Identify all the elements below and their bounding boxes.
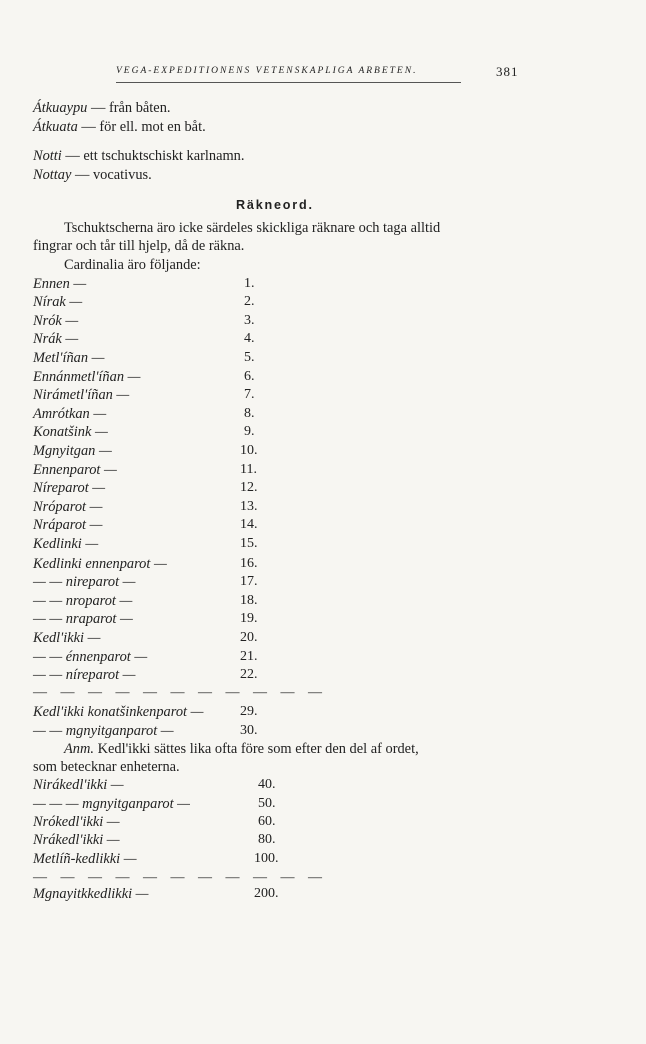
numeral-value: 18. — [240, 593, 258, 608]
numeral-value: 12. — [240, 480, 258, 495]
glossary-word: Notti — [33, 148, 62, 164]
section-title: Räkneord. — [236, 198, 314, 212]
numeral-word: — — énnenparot — — [33, 649, 148, 665]
numeral-word: Nrók — — [33, 313, 79, 329]
dash-separator: — — — — — — — — — — — — [33, 685, 327, 700]
numeral-word: Nírak — — [33, 294, 83, 310]
numeral-word: Konatšink — — [33, 424, 108, 440]
numeral-value: 8. — [244, 406, 255, 421]
numeral-word: Ennánmetl'íñan — — [33, 369, 141, 385]
numeral-value: 80. — [258, 832, 276, 847]
numeral-word: Amrótkan — — [33, 406, 107, 422]
numeral-word: Níreparot — — [33, 480, 106, 496]
numeral-word: Kedlinki ennenparot — — [33, 556, 167, 572]
numeral-value: 9. — [244, 424, 255, 439]
intro-line-2: fingrar och tår till hjelp, då de räkna. — [33, 238, 245, 254]
numeral-value: 2. — [244, 294, 255, 309]
numeral-word: Metlíñ-kedlikki — — [33, 851, 137, 867]
numeral-word: Kedlinki — — [33, 536, 99, 552]
numeral-value: 14. — [240, 517, 258, 532]
numeral-word: — — nroparot — — [33, 593, 133, 609]
intro-line-1: Tschuktscherna äro icke särdeles skickliga räknare och taga alltid — [64, 220, 441, 236]
glossary-word: Átkuata — [33, 119, 78, 135]
numeral-value: 60. — [258, 814, 276, 829]
numeral-value: 10. — [240, 443, 258, 458]
numeral-value: 40. — [258, 777, 276, 792]
note-text: Kedl'ikki sättes lika ofta före som efter den del af ordet, — [97, 741, 419, 757]
numeral-word: Nrák — — [33, 331, 79, 347]
numeral-word: Nrókedl'ikki — — [33, 814, 120, 830]
numeral-value: 1. — [244, 276, 255, 291]
numeral-value: 6. — [244, 369, 255, 384]
numeral-word: Mgnayitkkedlikki — — [33, 886, 149, 902]
glossary-word: Átkuaypu — [33, 100, 88, 116]
glossary-entry — [33, 147, 244, 165]
numeral-value: 15. — [240, 536, 258, 551]
numeral-value: 13. — [240, 499, 258, 514]
numeral-value: 4. — [244, 331, 255, 346]
glossary-entry — [33, 118, 206, 136]
numeral-value: 100. — [254, 851, 279, 866]
numeral-word: Kedl'ikki konatšinkenparot — — [33, 704, 204, 720]
glossary-gloss: — från båten. — [90, 100, 171, 116]
numeral-value: 16. — [240, 556, 258, 571]
numeral-value: 21. — [240, 649, 258, 664]
numeral-value: 50. — [258, 796, 276, 811]
numeral-value: 200. — [254, 886, 279, 901]
numeral-word: — — níreparot — — [33, 667, 136, 683]
numeral-word: — — nraparot — — [33, 611, 133, 627]
numeral-word: Ennenparot — — [33, 462, 117, 478]
running-header — [116, 66, 461, 83]
glossary-gloss: — vocativus. — [74, 167, 152, 183]
glossary-gloss: — för ell. mot en båt. — [81, 119, 206, 135]
numeral-word: — — — mgnyitganparot — — [33, 796, 190, 812]
page-number: 381 — [496, 64, 519, 79]
numeral-word: Nráparot — — [33, 517, 103, 533]
running-title: VEGA-EXPEDITIONENS VETENSKAPLIGA ARBETEN. — [116, 66, 418, 76]
numeral-value: 19. — [240, 611, 258, 626]
numeral-value: 3. — [244, 313, 255, 328]
numeral-value: 30. — [240, 723, 258, 738]
numeral-value: 22. — [240, 667, 258, 682]
dash-separator: — — — — — — — — — — — — [33, 870, 327, 885]
numeral-word: — — nireparot — — [33, 574, 136, 590]
numeral-value: 11. — [240, 462, 257, 477]
numeral-word: — — mgnyitganparot — — [33, 723, 174, 739]
numeral-value: 20. — [240, 630, 258, 645]
note-line-2: som betecknar enheterna. — [33, 759, 180, 775]
numeral-word: Nirákedl'ikki — — [33, 777, 124, 793]
numeral-word: Kedl'ikki — — [33, 630, 101, 646]
glossary-entry — [33, 166, 152, 184]
numeral-value: 7. — [244, 387, 255, 402]
numeral-word: Ennen — — [33, 276, 87, 292]
numeral-word: Metl'íñan — — [33, 350, 105, 366]
glossary-word: Nottay — [33, 167, 72, 183]
numeral-word: Nirámetl'íñan — — [33, 387, 130, 403]
numeral-word: Nróparot — — [33, 499, 103, 515]
note-label: Anm. — [64, 741, 94, 757]
numeral-value: 29. — [240, 704, 258, 719]
cardinal-heading: Cardinalia äro följande: — [64, 257, 201, 273]
glossary-entry — [33, 99, 170, 117]
numeral-value: 17. — [240, 574, 258, 589]
glossary-gloss: — ett tschuktschiskt karlnamn. — [65, 148, 245, 164]
numeral-word: Mgnyitgan — — [33, 443, 112, 459]
numeral-word: Nrákedl'ikki — — [33, 832, 120, 848]
note-line-1 — [64, 740, 419, 758]
numeral-value: 5. — [244, 350, 255, 365]
